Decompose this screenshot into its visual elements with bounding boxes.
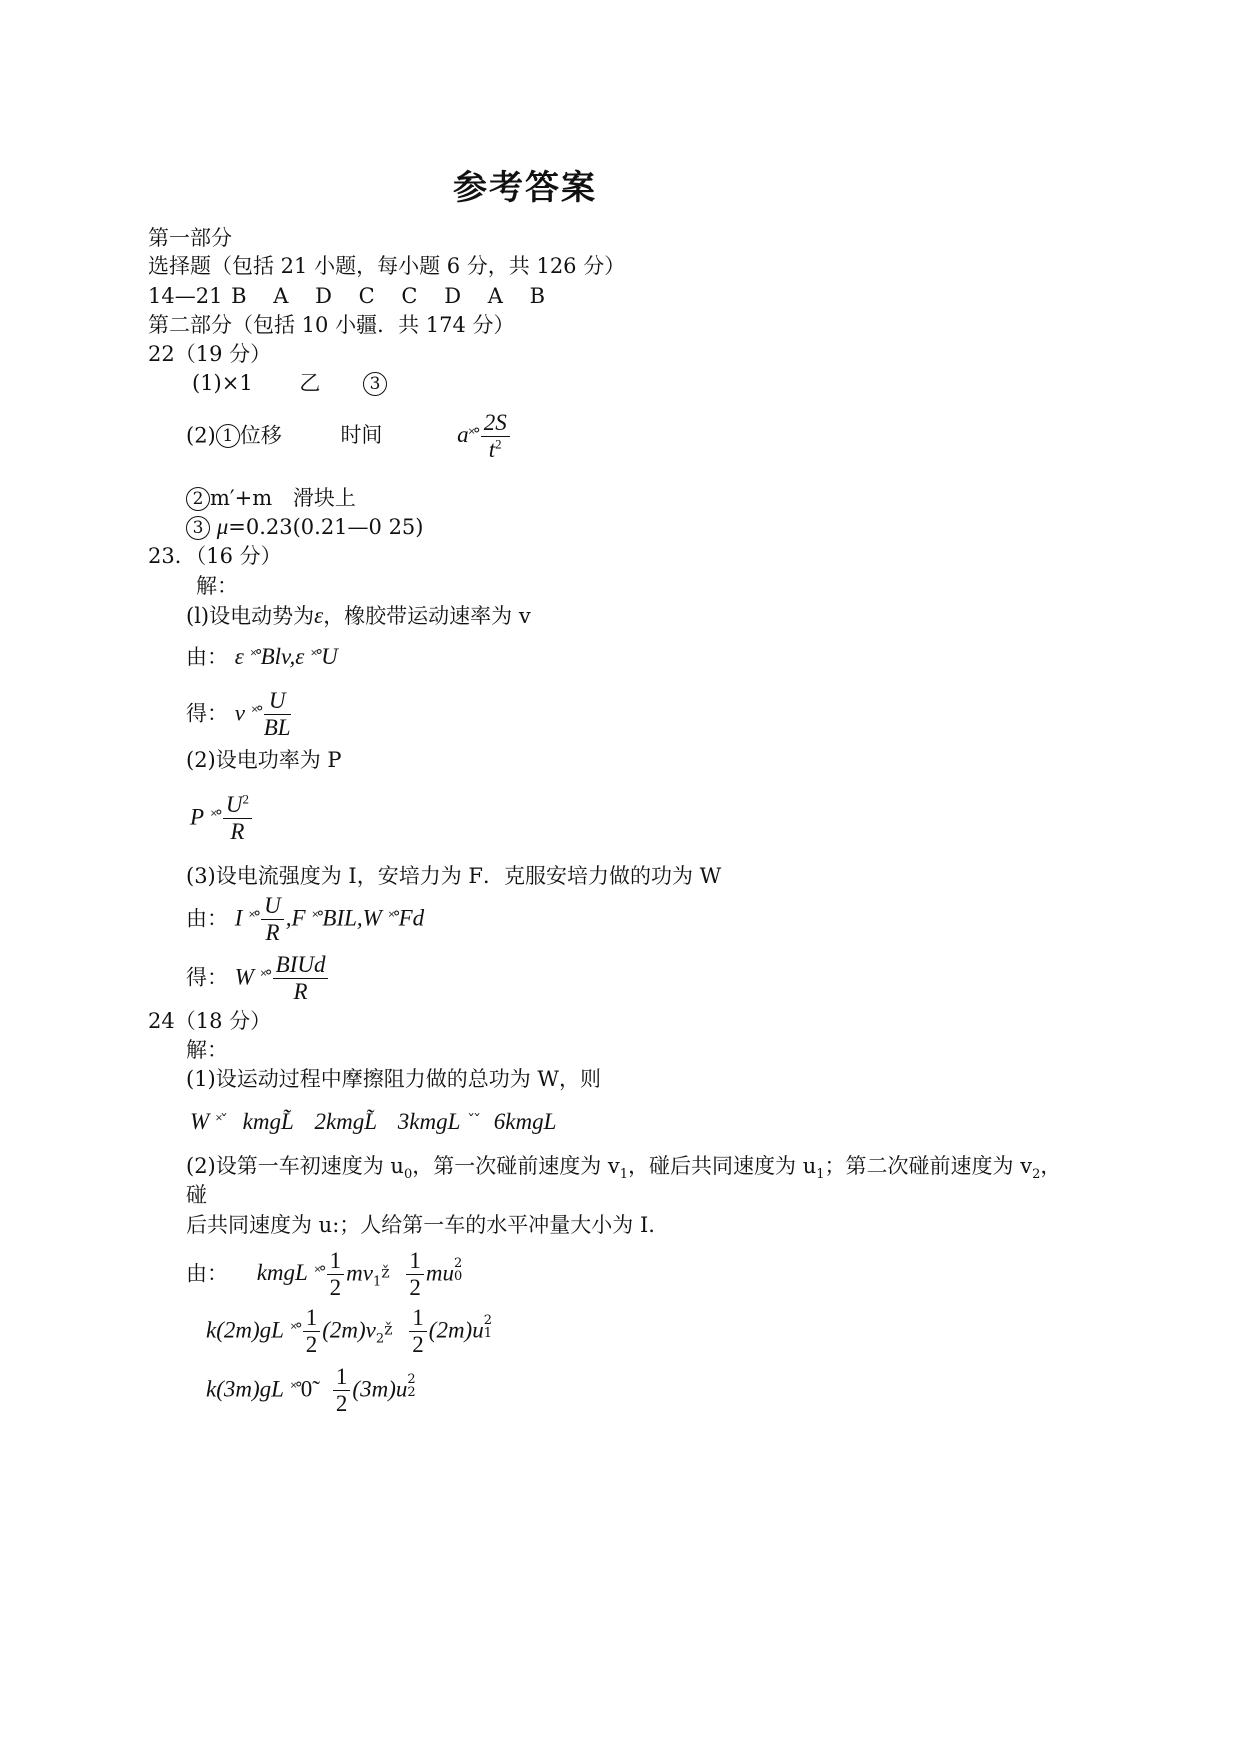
superscript: 2 (453, 1255, 463, 1271)
circled-number: 3 (363, 372, 387, 396)
fraction-numerator: 1 (327, 1248, 345, 1275)
q22-p1-label: (1)×1 (192, 371, 253, 395)
fraction-denominator: R (265, 920, 280, 946)
garbled-glyph: ˟° (210, 806, 221, 826)
q24-step2-wrap: 碰 (186, 1183, 207, 1207)
fraction-numerator: 1 (409, 1305, 427, 1332)
subscript: 1 (619, 1167, 629, 1183)
answer: B (231, 284, 247, 308)
formula-symbol: ,F (285, 905, 306, 931)
q23-you: 由： (186, 645, 228, 669)
subscript: 1 (372, 1274, 382, 1290)
garbled-glyph: ž (384, 1319, 391, 1339)
epsilon-symbol: ε (314, 603, 324, 628)
sub-sup (407, 1371, 416, 1406)
q24-you: 由： (186, 1261, 228, 1286)
q22-p2-answer: 时间 (340, 423, 383, 448)
circled-number: 3 (186, 516, 210, 540)
fraction-denominator: R (230, 819, 245, 845)
q24-eqB (206, 1305, 492, 1359)
formula-term: kmgL (256, 1260, 308, 1286)
garbled-glyph: ˟° (250, 646, 261, 665)
fraction-denominator: 2 (335, 1391, 348, 1417)
formula-term: (2m)v (322, 1317, 376, 1343)
superscript: 2 (483, 1312, 492, 1328)
answer: C (401, 284, 418, 308)
fraction (264, 688, 291, 742)
formula-term: 0̃ (300, 1376, 313, 1402)
answer: D (315, 284, 332, 308)
garbled-glyph: ˇˇ (467, 1111, 480, 1130)
fraction (481, 410, 510, 464)
q24-eq1 (190, 1110, 556, 1133)
num-symbol: U (225, 792, 243, 817)
fraction-numerator: 1 (333, 1364, 351, 1391)
answer-range: 14—21 (148, 284, 223, 308)
q24-header: 24（18 分） (148, 1009, 272, 1033)
formula-term: mv (346, 1260, 373, 1286)
q22-p2b-answer: m′+m (210, 486, 273, 510)
garbled-glyph: ˟° (311, 646, 322, 665)
formula-symbol: W (234, 964, 254, 990)
part2-heading: 第二部分（包括 10 小疆．共 174 分） (148, 313, 515, 337)
garbled-glyph: ˟° (314, 1262, 325, 1282)
q24-jie: 解： (186, 1038, 228, 1062)
formula-symbol: Blv, (260, 644, 296, 669)
q23-step1 (186, 604, 531, 627)
q24-s2-text: ，碰后共同速度为 u (628, 1154, 817, 1178)
fraction (327, 1248, 345, 1302)
q23-step3: (3)设电流强度为 I，安培力为 F．克服安培力做的功为 W (186, 864, 722, 888)
q22-part1 (192, 372, 387, 396)
fraction (303, 1305, 321, 1359)
answer: C (358, 284, 375, 308)
sub-sup (483, 1312, 492, 1347)
formula-term: 2kmgL̃ (314, 1109, 378, 1134)
q22-p1-answer: 乙 (299, 371, 321, 395)
formula-symbol: I (234, 905, 243, 931)
q23-jie: 解： (196, 574, 238, 598)
fraction-numerator: U (264, 688, 291, 715)
fraction (223, 792, 252, 846)
garbled-glyph: ˟° (290, 1378, 301, 1398)
circled-number: 1 (216, 424, 240, 448)
q23-step2: (2)设电功率为 P (186, 748, 342, 772)
fraction-denominator (481, 437, 510, 463)
q23-eq2 (186, 688, 293, 742)
fraction-denominator: 2 (305, 1332, 318, 1358)
q23-eq3 (190, 792, 254, 846)
page-title: 参考答案 (453, 168, 597, 208)
subscript: 2 (407, 1384, 416, 1400)
formula-term: 3kmgL (397, 1109, 461, 1134)
garbled-glyph: ˟° (468, 424, 479, 444)
circled-number: 2 (186, 487, 210, 511)
q22-part2c (186, 515, 424, 540)
q24-s2-text: ，第一次碰前速度为 v (412, 1154, 620, 1178)
formula-term: (3m)u (352, 1376, 408, 1402)
fraction-numerator: 1 (303, 1305, 321, 1332)
sub-sup (453, 1255, 463, 1290)
formula-term: k(2m)gL (206, 1317, 284, 1343)
formula-term: kmgL̃ (242, 1109, 294, 1134)
formula-symbol: P (190, 804, 205, 830)
subscript: 0 (403, 1167, 413, 1183)
fraction (409, 1305, 427, 1359)
q23-eq1 (186, 645, 338, 668)
fraction-numerator (223, 792, 252, 819)
answer: D (444, 284, 462, 308)
subscript: 2 (375, 1331, 385, 1347)
q23-s1-tail: ，橡胶带运动速率为 v (323, 604, 531, 628)
superscript: 2 (407, 1371, 416, 1387)
garbled-glyph: ˟° (260, 966, 271, 986)
fraction (333, 1364, 351, 1418)
superscript: 2 (242, 791, 249, 807)
answer-key-row (148, 286, 545, 307)
fraction-numerator: 2S (481, 410, 510, 437)
formula-term: mu (425, 1260, 454, 1286)
superscript: 2 (495, 436, 502, 452)
subscript: 2 (1032, 1167, 1041, 1183)
q23-eq4 (186, 893, 424, 947)
den-symbol: t (488, 437, 496, 463)
q24-s2-text: ；第二次碰前速度为 v (824, 1154, 1033, 1178)
q23-s1-text: (l)设电动势为 (186, 604, 315, 628)
q22-p2c-answer: =0.23(0.21—0 25) (228, 515, 424, 539)
garbled-glyph: ˟° (251, 702, 262, 722)
answer: B (529, 284, 546, 308)
subscript: 1 (483, 1325, 492, 1341)
formula-symbol: ε (234, 644, 244, 669)
answer: A (273, 284, 289, 308)
subscript: 1 (816, 1167, 825, 1183)
garbled-glyph: ˟° (388, 907, 399, 927)
q23-de: 得： (186, 965, 228, 990)
formula-symbol: ε (295, 644, 305, 669)
formula-term: (2m)u (428, 1317, 484, 1343)
q22-p2-answer: 位移 (239, 423, 282, 448)
q22-part2 (186, 410, 512, 464)
part1-heading: 第一部分 (148, 226, 232, 250)
fraction-denominator: R (293, 979, 308, 1005)
formula-term: k(3m)gL (206, 1376, 284, 1402)
formula-symbol: v (234, 700, 245, 726)
garbled-glyph: ˟° (312, 907, 323, 927)
fraction (273, 952, 329, 1006)
q23-you: 由： (186, 906, 228, 931)
q22-part2b (186, 487, 356, 511)
q23-eq5 (186, 952, 330, 1006)
q24-step3: 后共同速度为 u:；人给第一车的水平冲量大小为 I. (186, 1213, 655, 1237)
fraction-numerator: 1 (406, 1248, 424, 1275)
formula-symbol: W (190, 1109, 210, 1134)
fraction-denominator: 2 (409, 1275, 421, 1301)
q24-eqA (186, 1248, 462, 1302)
formula-term: 6kmgL (493, 1109, 557, 1134)
q23-header: 23．（16 分） (148, 544, 282, 568)
fraction-denominator: 2 (412, 1332, 424, 1358)
q24-s2-text: (2)设第一车初速度为 u (186, 1154, 404, 1178)
mcq-info: 选择题（包括 21 小题，每小题 6 分，共 126 分） (148, 254, 626, 278)
garbled-glyph: ˟ˇ (215, 1111, 226, 1130)
q22-header: 22（19 分） (148, 342, 272, 366)
q22-p2-label: (2) (186, 423, 216, 448)
formula-symbol: a (457, 422, 469, 448)
formula-symbol: BIL,W (322, 905, 382, 931)
subscript: 0 (453, 1268, 463, 1284)
fraction-denominator: BL (263, 715, 291, 741)
answer: A (487, 284, 503, 308)
q24-s2-text: ， (1040, 1154, 1062, 1178)
fraction-numerator: BIUd (273, 952, 329, 979)
garbled-glyph: ˟° (290, 1319, 301, 1339)
q24-eqC (206, 1364, 416, 1418)
q24-step1: (1)设运动过程中摩擦阻力做的总功为 W，则 (186, 1067, 602, 1091)
fraction (406, 1248, 424, 1302)
formula-symbol: U (321, 644, 338, 669)
garbled-glyph: ˟° (249, 907, 260, 927)
fraction-numerator: U (261, 893, 284, 920)
q22-p2b-answer: 滑块上 (292, 486, 356, 510)
garbled-glyph: ž (381, 1262, 388, 1282)
fraction (261, 893, 284, 947)
formula-symbol: Fd (398, 905, 425, 931)
q23-de: 得： (186, 701, 228, 726)
mu-symbol: μ (216, 514, 229, 539)
q24-step2 (186, 1156, 1061, 1181)
fraction-denominator: 2 (329, 1275, 342, 1301)
